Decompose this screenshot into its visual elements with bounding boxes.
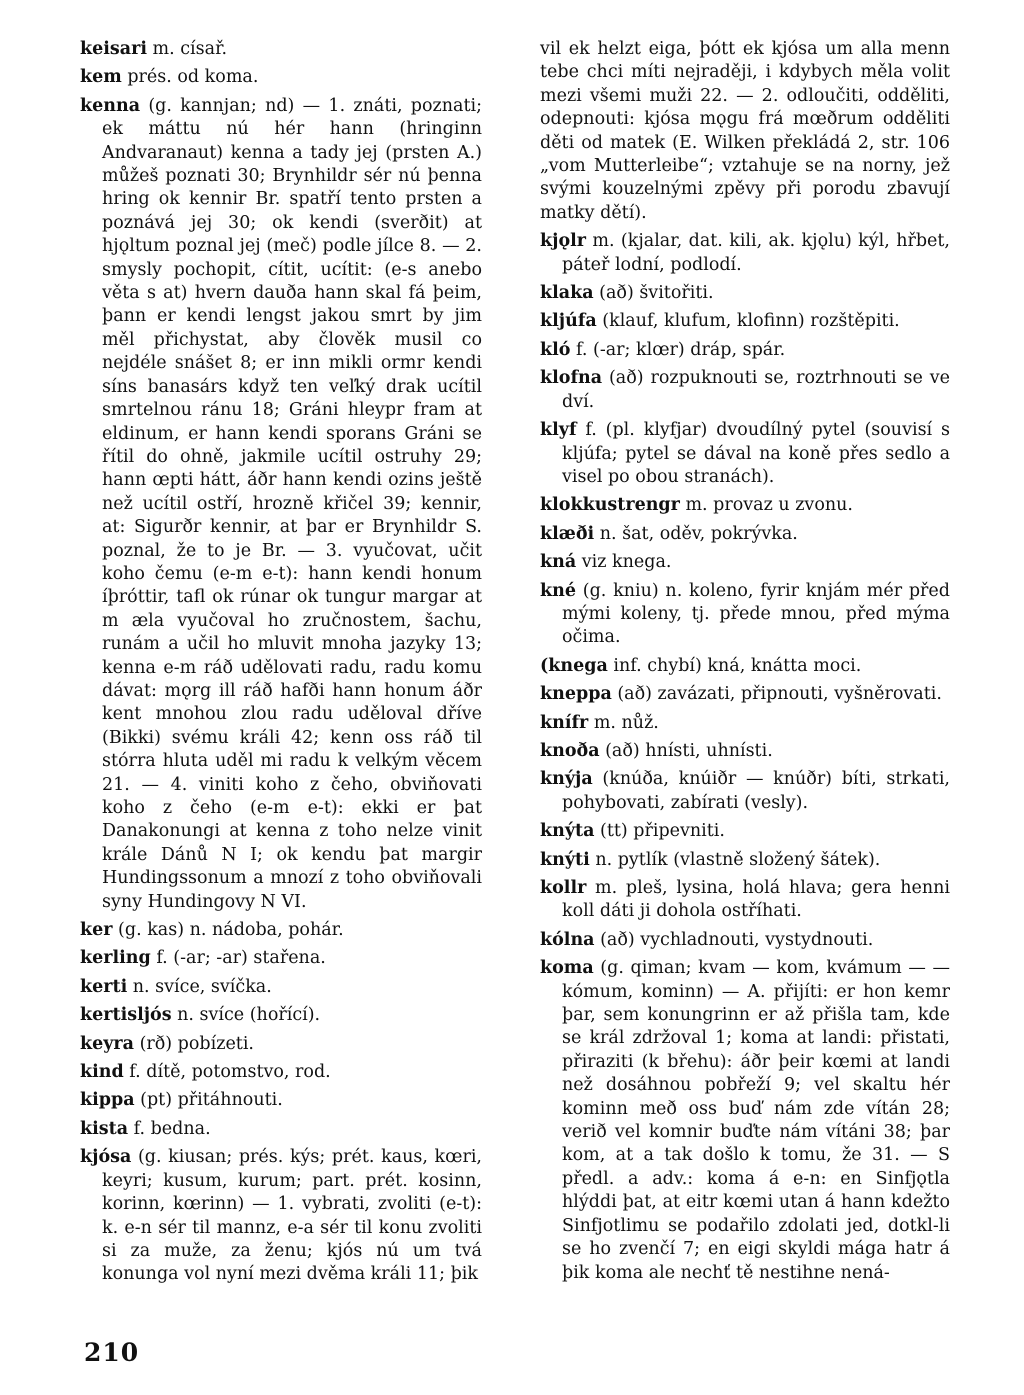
entry-headword: klofna [540, 368, 603, 389]
dictionary-entry [540, 551, 950, 574]
entry-definition: (knúða, knúiðr — knúðr) bíti, strkati, pohybovati, zabírati (vesly). [562, 769, 950, 813]
dictionary-entry [540, 38, 950, 225]
dictionary-entry [80, 66, 482, 89]
entry-definition: m. provaz u zvonu. [679, 495, 853, 516]
dictionary-entry [540, 494, 950, 517]
entry-definition: (pt) přitáhnouti. [134, 1090, 283, 1111]
dictionary-entry [540, 339, 950, 362]
dictionary-entry [540, 655, 950, 678]
entry-headword: kné [540, 580, 576, 601]
dictionary-entry [540, 849, 950, 872]
entry-definition: prés. od koma. [121, 67, 259, 88]
entry-definition: (g. kannjan; nd) — 1. znáti, poznati; ek máttu nú hér hann (hringinn Andvaranaut) kenna a tady jej (prsten A.) můžeš poznati 30; Brynhildr sér nú þenna hring ok kennir Br. spatří tento prsten a poznává jej 30; ok kendi (sverðit) at hjǫltum poznal jej (meč) podle jílce 8. — 2. smysly pochopit, cítit, ucítit: (e-s anebo věta s at) hvern dauða hann skal fá þeim, þann er kendi lengst jakou smrt by jim měl přichystat, aby člověk musil co nejdéle snášet 8; er inn mikli ormr kendi síns banasárs když ten veľký drak ucítil smrtelnou ránu 18; Gráni hleypr fram at eldinum, er hann kendi sporans Gráni se řítil do ohně, jakmile ucítil ostruhy 29; hann œpti hátt, áðr hann kendi ozins ještě než ucítil ostří, hrozně křičel 39; kennir, at: Sigurðr kennir, at þar er Brynhildr S. poznal, že to je Br. — 3. vyučovat, učit koho čemu (e-m e-t): hann kendi honum íþróttir, tafl ok rúnar ok tungur margar at m æla vyučoval ho zručnostem, šachu, runám a učil ho mluvit mnoha jazyky 13; kenna e-m ráð udělovati radu, radu komu dávat: mǫrg ill ráð hafði hann honum áðr kent mnohou zlou radu uděloval dříve (Bikki) svému králi 42; kenn oss ráð til stórra hluta uděl mi radu k velkým věcem 21. — 4. viniti koho z čeho, obviňovati koho z čeho (e-m e-t): ekki er þat Danakonungi at kenna z toho nelze vinit krále Dánů N I; ok kendu þat margir Hundingssonum a mnozí z toho obviňovali syny Hundingovy N VI. [102, 95, 482, 912]
right-column [540, 38, 950, 1290]
dictionary-entry [540, 523, 950, 546]
entry-headword: ker [80, 920, 113, 941]
dictionary-entry [80, 1033, 482, 1056]
entry-headword: kneppa [540, 684, 612, 705]
entry-headword: kista [80, 1118, 129, 1139]
entry-definition: n. svíce (hořící). [171, 1005, 321, 1026]
entry-definition: (g. kniu) n. koleno, fyrir knjám mér před mými koleny, tj. přede mnou, před mýma očima. [562, 580, 950, 648]
dictionary-entry [540, 230, 950, 277]
dictionary-entry [80, 1089, 482, 1112]
dictionary-entry [80, 1118, 482, 1141]
entry-definition: f. bedna. [128, 1118, 211, 1139]
entry-headword: keisari [80, 39, 147, 59]
dictionary-entry [540, 367, 950, 414]
entry-headword: kjósa [80, 1147, 132, 1168]
entry-headword: klaka [540, 283, 594, 304]
entry-definition: (tt) připevniti. [594, 821, 725, 842]
entry-definition: (að) rozpuknouti se, roztrhnouti se ve dví. [562, 368, 950, 412]
dictionary-entry [80, 38, 482, 61]
entry-definition: m. pleš, lysina, holá hlava; gera henni koll dáti ji dohola ostříhati. [562, 878, 950, 922]
entry-headword: knýti [540, 849, 590, 870]
entry-definition: (g. kiusan; prés. kýs; prét. kaus, kœri, keyri; kusum, kurum; part. prét. kosinn, korinn, kœrinn) — 1. vybrati, zvoliti (e-t): k. e-n sér til mannz, e-a sér til konu zvoliti si za muže, za ženu; kjós nú um tvá konunga vol nyní mezi dvěma králi 11; þik [102, 1147, 482, 1285]
entry-headword: kertisljós [80, 1005, 172, 1026]
entry-headword: kollr [540, 878, 587, 898]
entry-headword: klyf [540, 420, 577, 441]
entry-definition: (klauf, klufum, klofinn) rozštěpiti. [596, 311, 900, 332]
entry-headword: kló [540, 339, 571, 360]
entry-headword: kerling [80, 948, 151, 969]
entry-headword: knýta [540, 821, 595, 842]
dictionary-entry [80, 1004, 482, 1027]
entry-definition: m. (kjalar, dat. kili, ak. kjǫlu) kýl, hřbet, páteř lodní, podlodí. [562, 231, 950, 275]
dictionary-entry [80, 919, 482, 942]
entry-definition: (g. qiman; kvam — kom, kvámum — — kómum, kominn) — A. přijíti: er hon kemr þar, sem konungrinn er až přišla tam, kde se král zdržoval 1; koma at landi: přistati, přiraziti (k břehu): áðr þeir kœmi at landi než dosáhnou pobřeží 9; vel skaltu hér kominn með oss buď nám zde vítán 28; verið vel komnir buďte nám vítáni 38; þar kom, at a tak došlo k tomu, že 31. — S předl. a adv.: koma á e-n: en Sinfjǫtla hlýddi þat, at eitr kœmi utan á hann kdežto Sinfjotlimu se podařilo zdolati jed, dotkl-li se ho zvenčí 7; en eigi skyldi mága hatr á þik koma ale nechť tě nestihne nená- [562, 958, 950, 1283]
entry-definition: n. svíce, svíčka. [127, 976, 272, 997]
entry-definition: vil ek helzt eiga, þótt ek kjósa um alla menn tebe chci míti nejraději, i kdybych měla volit mezi všemi muži 22. — 2. odloučiti, odděliti, odepnouti: kjósa mǫgu frá mœðrum odděliti děti od matek (E. Wilken překládá 2, str. 106 „vom Mutterleibe“; vztahuje se na norny, jež svými kouzelnými zpěvy při porodu zbavují matky dětí). [540, 39, 950, 223]
entry-definition: f. (-ar; -ar) stařena. [150, 948, 326, 969]
entry-definition: (rð) pobízeti. [134, 1033, 254, 1054]
dictionary-entry [80, 1146, 482, 1286]
entry-headword: (knega [540, 655, 608, 676]
entry-headword: kem [80, 67, 122, 88]
entry-definition: n. šat, oděv, pokrývka. [594, 523, 798, 544]
entry-definition: f. (pl. klyfjar) dvoudílný pytel (souvisí s kljúfa; pytel se dával na koně přes sedlo a visel po obou stranách). [562, 420, 950, 487]
entry-headword: kerti [80, 976, 128, 997]
dictionary-entry [540, 877, 950, 924]
entry-definition: (að) zavázati, připnouti, vyšněrovati. [611, 684, 942, 705]
entry-headword: klokkustrengr [540, 495, 680, 516]
entry-headword: keyra [80, 1033, 134, 1054]
entry-definition: n. pytlík (vlastně složený šátek). [589, 849, 881, 870]
entry-headword: klæði [540, 523, 595, 544]
entry-definition: f. dítě, potomstvo, rod. [123, 1062, 331, 1083]
entry-definition: (að) švitořiti. [593, 283, 714, 304]
entry-headword: kná [540, 552, 577, 573]
left-column [80, 38, 482, 1292]
dictionary-entry [80, 1061, 482, 1084]
entry-headword: kjǫlr [540, 231, 586, 252]
entry-definition: (að) hnísti, uhnísti. [599, 740, 773, 761]
entry-headword: kljúfa [540, 311, 597, 332]
dictionary-entry [540, 712, 950, 735]
dictionary-entry [80, 947, 482, 970]
dictionary-entry [540, 580, 950, 650]
entry-definition: (að) vychladnouti, vystydnouti. [594, 929, 874, 950]
dictionary-entry [540, 282, 950, 305]
dictionary-entry [540, 310, 950, 333]
dictionary-entry [80, 976, 482, 999]
dictionary-entry [540, 683, 950, 706]
dictionary-entry [80, 95, 482, 914]
dictionary-entry [540, 419, 950, 489]
entry-headword: knoða [540, 740, 600, 761]
entry-headword: kind [80, 1062, 124, 1083]
entry-definition: viz knega. [576, 552, 672, 573]
entry-headword: koma [540, 958, 594, 979]
entry-definition: m. nůž. [588, 712, 659, 733]
dictionary-entry [540, 957, 950, 1285]
page-number: 210 [84, 1338, 140, 1367]
entry-headword: knýja [540, 769, 593, 790]
entry-headword: kólna [540, 929, 595, 950]
dictionary-entry [540, 929, 950, 952]
dictionary-entry [540, 740, 950, 763]
dictionary-entry [540, 820, 950, 843]
dictionary-entry [540, 768, 950, 815]
entry-definition: f. (-ar; klœr) dráp, spár. [570, 339, 786, 360]
entry-definition: (g. kas) n. nádoba, pohár. [112, 920, 344, 941]
entry-definition: m. císař. [146, 39, 228, 59]
entry-headword: knífr [540, 712, 589, 733]
entry-headword: kenna [80, 95, 141, 116]
entry-headword: kippa [80, 1090, 135, 1111]
entry-definition: inf. chybí) kná, knátta moci. [607, 655, 862, 676]
